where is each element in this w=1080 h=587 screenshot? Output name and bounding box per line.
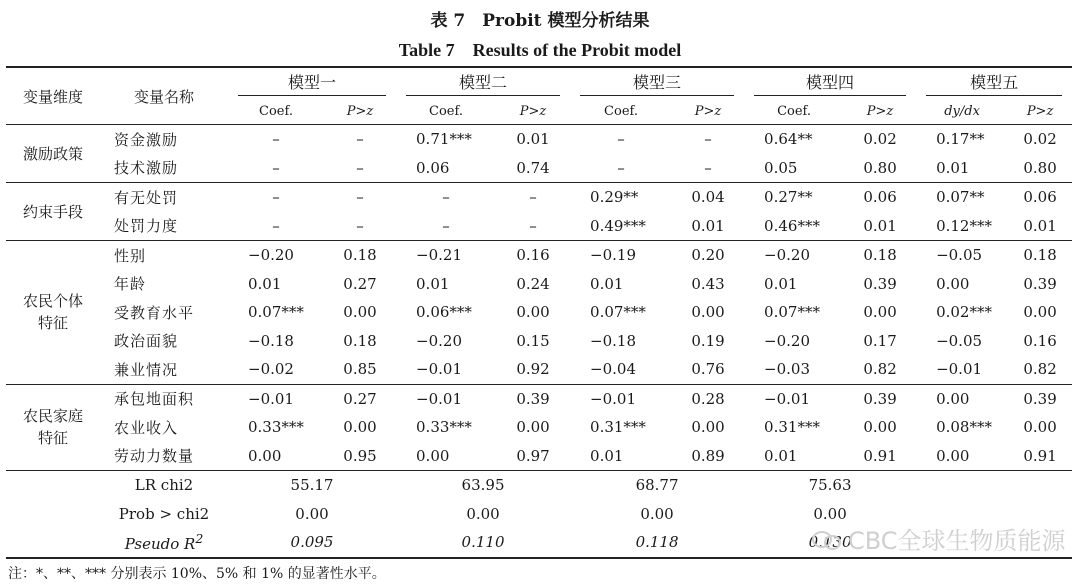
pvalue-cell: 0.39 xyxy=(863,274,897,293)
dimension-label: 激励政策 xyxy=(22,144,83,163)
pvalue-cell: – xyxy=(356,158,364,177)
coef-cell: 0.71*** xyxy=(396,125,496,154)
pvalue-cell: 0.76 xyxy=(691,360,725,379)
subheader-pvalue: P>z xyxy=(324,98,396,125)
pvalue-cell: 0.18 xyxy=(343,331,377,350)
dimension-label: 特征 xyxy=(37,314,68,333)
pvalue-cell: 0.43 xyxy=(691,274,725,293)
table-row xyxy=(6,241,1072,270)
coef-cell: −0.20 xyxy=(228,241,324,270)
coef-cell: −0.05 xyxy=(916,241,1008,270)
pvalue-cell: 0.92 xyxy=(516,360,550,379)
pvalue-cell: 0.00 xyxy=(516,303,550,322)
coef-cell: 0.17** xyxy=(916,125,1008,154)
coef-cell: 0.33*** xyxy=(248,418,304,437)
pvalue-cell: 0.18 xyxy=(1008,241,1072,270)
pvalue-cell: 0.00 xyxy=(691,303,725,322)
pvalue-cell: 0.15 xyxy=(516,331,550,350)
coef-cell: – xyxy=(570,125,672,154)
pvalue-cell: 0.06 xyxy=(844,183,916,212)
coef-cell: 0.02*** xyxy=(936,303,992,322)
variable-name: 处罚力度 xyxy=(114,217,179,236)
table-row xyxy=(6,384,1072,413)
empty-cell xyxy=(6,528,100,558)
variable-name: 性别 xyxy=(100,241,228,270)
pvalue-cell: 0.18 xyxy=(324,241,396,270)
coef-cell: 0.06 xyxy=(416,158,450,177)
table-row xyxy=(6,270,1072,299)
dimension-label: 农民个体 xyxy=(22,292,83,311)
subheader-coef: Coef. xyxy=(396,98,496,125)
table-body xyxy=(6,125,1072,558)
coef-cell: −0.19 xyxy=(570,241,672,270)
pvalue-cell: 0.20 xyxy=(672,241,744,270)
coef-cell: – xyxy=(442,216,450,235)
pvalue-cell: – xyxy=(529,216,537,235)
variable-name: 承包地面积 xyxy=(100,384,228,413)
stat-value: 63.95 xyxy=(396,471,570,500)
wechat-icon xyxy=(812,529,842,549)
stat-value: 0.110 xyxy=(396,528,570,558)
variable-name: 资金激励 xyxy=(100,125,228,154)
pvalue-cell: – xyxy=(496,183,570,212)
variable-name: 受教育水平 xyxy=(114,303,195,322)
coef-cell: 0.01 xyxy=(248,274,282,293)
coef-cell: 0.01 xyxy=(936,158,970,177)
stat-name: LR chi2 xyxy=(100,471,228,500)
coef-cell: 0.01 xyxy=(590,446,624,465)
coef-cell: −0.01 xyxy=(744,384,844,413)
coef-cell: 0.00 xyxy=(936,446,970,465)
pvalue-cell: – xyxy=(672,125,744,154)
stats-row xyxy=(6,471,1072,500)
pvalue-cell: 0.39 xyxy=(496,384,570,413)
coef-cell: 0.01 xyxy=(764,274,798,293)
variable-name: 农业收入 xyxy=(114,418,179,437)
table-footnote: 注：*、**、*** 分别表示 10%、5% 和 1% 的显著性水平。 xyxy=(8,566,386,582)
pvalue-cell: 0.80 xyxy=(863,158,897,177)
stat-value xyxy=(916,471,1072,500)
coef-cell: 0.31*** xyxy=(764,418,820,437)
pvalue-cell: 0.02 xyxy=(844,125,916,154)
pvalue-cell: 0.00 xyxy=(516,418,550,437)
coef-cell: 0.07*** xyxy=(248,303,304,322)
coef-cell: −0.03 xyxy=(764,360,811,379)
coef-cell: −0.01 xyxy=(936,360,983,379)
stat-value: 0.118 xyxy=(570,528,744,558)
table-row xyxy=(6,183,1072,212)
coef-cell: −0.21 xyxy=(396,241,496,270)
coef-cell: – xyxy=(396,183,496,212)
subheader-pvalue: P>z xyxy=(1008,98,1072,125)
coef-cell: 0.00 xyxy=(416,446,450,465)
header-model-4: 模型四 xyxy=(744,67,916,98)
header-model-2: 模型二 xyxy=(396,67,570,98)
dimension-cell xyxy=(6,384,100,471)
table-row xyxy=(6,154,1072,183)
pvalue-cell: 0.16 xyxy=(1023,331,1057,350)
coef-cell: 0.00 xyxy=(248,446,282,465)
pvalue-cell: 0.27 xyxy=(324,384,396,413)
coef-cell: 0.01 xyxy=(764,446,798,465)
dimension-label: 农民家庭 xyxy=(22,407,83,426)
coef-cell: −0.02 xyxy=(248,360,294,379)
subheader-coef: Coef. xyxy=(570,98,672,125)
coef-cell: −0.18 xyxy=(590,331,636,350)
header-variable: 变量名称 xyxy=(100,67,228,125)
pvalue-cell: 0.01 xyxy=(863,216,897,235)
dimension-cell xyxy=(6,183,100,241)
header-dimension: 变量维度 xyxy=(6,67,100,125)
watermark-text: CBC全球生物质能源 xyxy=(848,527,1066,555)
stat-value: 0.095 xyxy=(228,528,396,558)
coef-cell: – xyxy=(228,183,324,212)
pvalue-cell: 0.00 xyxy=(863,303,897,322)
dimension-label: 约束手段 xyxy=(22,202,83,221)
table-title-chinese: 表 7 Probit 模型分析结果 xyxy=(430,11,650,31)
pvalue-cell: 0.97 xyxy=(516,446,550,465)
stat-value: 75.63 xyxy=(744,471,916,500)
stat-value: 68.77 xyxy=(570,471,744,500)
pvalue-cell: 0.04 xyxy=(672,183,744,212)
coef-cell: 0.46*** xyxy=(764,216,820,235)
stat-value: 55.17 xyxy=(228,471,396,500)
table-row xyxy=(6,327,1072,356)
variable-name: 技术激励 xyxy=(114,159,179,178)
pvalue-cell: 0.82 xyxy=(1023,360,1057,379)
header-model-5: 模型五 xyxy=(916,67,1072,98)
subheader-coef: Coef. xyxy=(744,98,844,125)
pvalue-cell: 0.00 xyxy=(691,418,725,437)
variable-name: 兼业情况 xyxy=(114,360,179,379)
dimension-cell xyxy=(6,241,100,385)
coef-cell: −0.05 xyxy=(936,331,983,350)
table-row xyxy=(6,298,1072,327)
coef-cell: 0.27** xyxy=(744,183,844,212)
pvalue-cell: 0.80 xyxy=(1023,158,1057,177)
coef-cell: 0.00 xyxy=(936,274,970,293)
pvalue-cell: 0.00 xyxy=(863,418,897,437)
watermark xyxy=(812,521,1066,556)
coef-cell: 0.29** xyxy=(570,183,672,212)
coef-cell: 0.07*** xyxy=(764,303,820,322)
coef-cell: 0.08*** xyxy=(936,418,992,437)
pvalue-cell: 0.01 xyxy=(1023,216,1057,235)
pvalue-cell: 0.91 xyxy=(863,446,897,465)
variable-name: 政治面貌 xyxy=(114,332,179,351)
pvalue-cell: 0.91 xyxy=(1023,446,1057,465)
table-row xyxy=(6,442,1072,471)
table-row xyxy=(6,413,1072,442)
pvalue-cell: – xyxy=(324,183,396,212)
pvalue-cell: 0.06 xyxy=(1008,183,1072,212)
coef-cell: 0.01 xyxy=(590,274,624,293)
pvalue-cell: 0.39 xyxy=(844,384,916,413)
pvalue-cell: 0.00 xyxy=(1023,303,1057,322)
table-row xyxy=(6,125,1072,154)
pvalue-cell: 0.27 xyxy=(343,274,377,293)
pvalue-cell: 0.89 xyxy=(691,446,725,465)
subheader-coef: Coef. xyxy=(228,98,324,125)
stat-value: 0.00 xyxy=(640,504,674,523)
coef-cell: −0.01 xyxy=(570,384,672,413)
table-title-english: Table 7 Results of the Probit model xyxy=(398,40,682,60)
coef-cell: 0.00 xyxy=(916,384,1008,413)
table-row xyxy=(6,212,1072,241)
stat-value: 0.00 xyxy=(466,504,500,523)
subheader-pvalue: P>z xyxy=(844,98,916,125)
header-model-1: 模型一 xyxy=(228,67,396,98)
coef-cell: −0.01 xyxy=(228,384,324,413)
pvalue-cell: 0.01 xyxy=(691,216,725,235)
subheader-pvalue: P>z xyxy=(672,98,744,125)
variable-name: 年龄 xyxy=(114,275,147,294)
coef-cell: −0.20 xyxy=(764,331,811,350)
pvalue-cell: 0.00 xyxy=(343,418,377,437)
pvalue-cell: 0.18 xyxy=(844,241,916,270)
variable-name: 有无处罚 xyxy=(100,183,228,212)
pvalue-cell: 0.39 xyxy=(1023,274,1057,293)
dimension-cell xyxy=(6,125,100,183)
subheader-marginal-effect: dy/dx xyxy=(916,98,1008,125)
pvalue-cell: – xyxy=(324,125,396,154)
pvalue-cell: 0.00 xyxy=(343,303,377,322)
coef-cell: −0.04 xyxy=(590,360,636,379)
coef-cell: 0.01 xyxy=(416,274,450,293)
coef-cell: −0.01 xyxy=(416,360,462,379)
coef-cell: – xyxy=(272,216,280,235)
coef-cell: −0.01 xyxy=(396,384,496,413)
coef-cell: 0.07*** xyxy=(590,303,646,322)
pvalue-cell: 0.19 xyxy=(691,331,725,350)
coef-cell: 0.49*** xyxy=(590,216,646,235)
coef-cell: 0.64** xyxy=(744,125,844,154)
pvalue-cell: 0.85 xyxy=(343,360,377,379)
coef-cell: −0.20 xyxy=(744,241,844,270)
variable-name: 劳动力数量 xyxy=(114,447,195,466)
coef-cell: 0.12*** xyxy=(936,216,992,235)
pvalue-cell: 0.28 xyxy=(672,384,744,413)
pvalue-cell: 0.74 xyxy=(516,158,550,177)
dimension-label: 特征 xyxy=(37,429,68,448)
empty-cell xyxy=(6,500,100,529)
subheader-pvalue: P>z xyxy=(496,98,570,125)
pvalue-cell: 0.17 xyxy=(863,331,897,350)
coef-cell: 0.05 xyxy=(764,158,798,177)
coef-cell: – xyxy=(228,125,324,154)
stat-value: 0.130 xyxy=(744,528,916,558)
pvalue-cell: – xyxy=(704,158,712,177)
probit-results-table xyxy=(6,66,1072,559)
pvalue-cell: 0.02 xyxy=(1008,125,1072,154)
pvalue-cell: – xyxy=(356,216,364,235)
coef-cell: −0.18 xyxy=(248,331,294,350)
coef-cell: 0.31*** xyxy=(590,418,646,437)
stat-name: Pseudo $R^2$ xyxy=(100,528,228,558)
header-model-3: 模型三 xyxy=(570,67,744,98)
stat-value: 0.00 xyxy=(295,504,329,523)
coef-cell: 0.07** xyxy=(916,183,1008,212)
pvalue-cell: 0.39 xyxy=(1008,384,1072,413)
pvalue-cell: 0.24 xyxy=(516,274,550,293)
coef-cell: 0.06*** xyxy=(416,303,472,322)
pvalue-cell: 0.16 xyxy=(496,241,570,270)
pvalue-cell: 0.82 xyxy=(863,360,897,379)
pvalue-cell: 0.01 xyxy=(496,125,570,154)
stat-value: 0.00 xyxy=(813,504,847,523)
coef-cell: −0.20 xyxy=(416,331,462,350)
coef-cell: – xyxy=(272,158,280,177)
pvalue-cell: 0.00 xyxy=(1023,418,1057,437)
stat-name: Prob > chi2 xyxy=(118,504,210,523)
pvalue-cell: 0.95 xyxy=(343,446,377,465)
coef-cell: – xyxy=(617,158,625,177)
table-row xyxy=(6,355,1072,384)
coef-cell: 0.33*** xyxy=(416,418,472,437)
empty-cell xyxy=(6,471,100,500)
